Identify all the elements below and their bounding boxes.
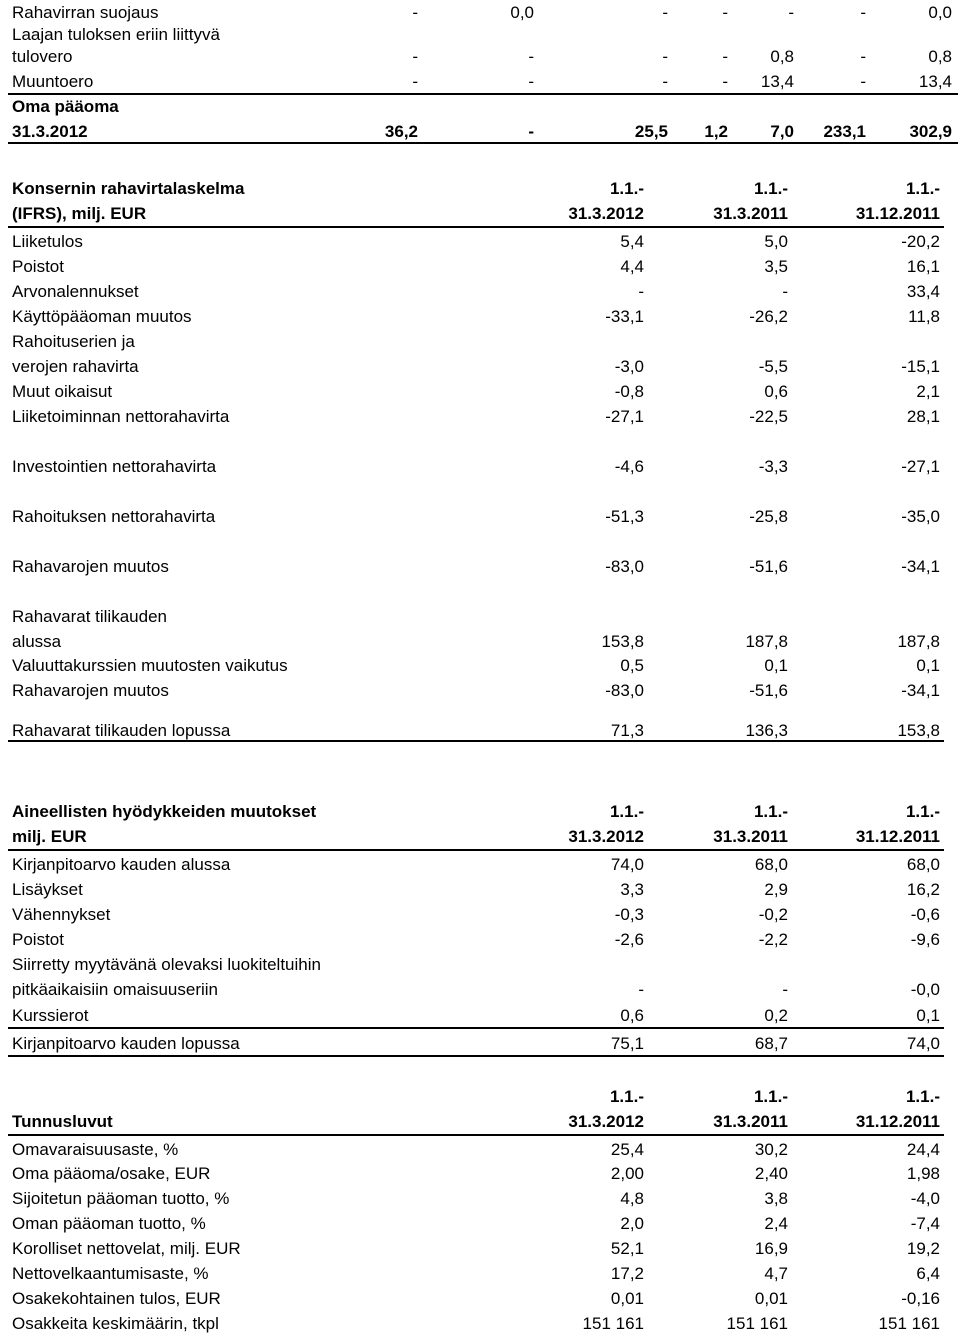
cell-value: 68,7 bbox=[754, 1034, 788, 1053]
column-header: 1.1.- bbox=[753, 1087, 788, 1106]
row-label: alussa bbox=[12, 632, 62, 651]
table-row bbox=[0, 1211, 960, 1236]
table-row bbox=[0, 1311, 960, 1336]
cell-value: 5,0 bbox=[764, 232, 788, 251]
row-label: Vähennykset bbox=[12, 905, 111, 924]
cell-value: 6,4 bbox=[916, 1264, 940, 1283]
section-header-row bbox=[0, 176, 960, 201]
cell-value: 233,1 bbox=[823, 122, 866, 141]
row-label: Nettovelkaantumisaste, % bbox=[12, 1264, 209, 1283]
cell-value: 71,3 bbox=[610, 721, 644, 740]
table-row bbox=[0, 404, 960, 429]
row-label: Oma pääoma/osake, EUR bbox=[12, 1164, 211, 1183]
column-header: 31.3.2012 bbox=[568, 827, 644, 846]
cell-value: - bbox=[662, 72, 668, 91]
row-label: Investointien nettorahavirta bbox=[12, 457, 217, 476]
cell-value: 151 161 bbox=[878, 1314, 940, 1333]
cell-value: -0,2 bbox=[758, 905, 788, 924]
cell-value: -27,1 bbox=[605, 407, 644, 426]
cell-value: -0,6 bbox=[910, 905, 940, 924]
equity-row bbox=[0, 94, 960, 119]
column-header: 1.1.- bbox=[753, 802, 788, 821]
cell-value: 187,8 bbox=[745, 632, 788, 651]
cell-value: -0,0 bbox=[910, 980, 940, 999]
table-divider bbox=[8, 93, 958, 95]
cell-value: 17,2 bbox=[610, 1264, 644, 1283]
cell-value: 0,6 bbox=[764, 382, 788, 401]
cell-value: 153,8 bbox=[601, 632, 644, 651]
column-header: 1.1.- bbox=[609, 802, 644, 821]
table-row bbox=[0, 927, 960, 952]
row-label: Käyttöpääoman muutos bbox=[12, 307, 192, 326]
section-title: milj. EUR bbox=[12, 827, 87, 846]
row-label: Rahoituksen nettorahavirta bbox=[12, 507, 216, 526]
row-label: Kirjanpitoarvo kauden lopussa bbox=[12, 1034, 240, 1053]
cell-value: 16,9 bbox=[754, 1239, 788, 1258]
cell-value: -83,0 bbox=[605, 557, 644, 576]
cell-value: 3,3 bbox=[620, 880, 644, 899]
column-header: 31.12.2011 bbox=[855, 1112, 940, 1131]
column-header: 1.1.- bbox=[905, 802, 940, 821]
cell-value: - bbox=[860, 72, 866, 91]
cell-value: 0,01 bbox=[754, 1289, 788, 1308]
row-label: Liiketulos bbox=[12, 232, 83, 251]
cell-value: - bbox=[662, 3, 668, 22]
column-header: 1.1.- bbox=[609, 179, 644, 198]
cell-value: - bbox=[722, 72, 728, 91]
cell-value: 25,5 bbox=[634, 122, 668, 141]
cell-value: 136,3 bbox=[745, 721, 788, 740]
cell-value: - bbox=[638, 282, 644, 301]
cell-value: 0,5 bbox=[620, 656, 644, 675]
cell-value: 11,8 bbox=[908, 307, 940, 326]
cell-value: 68,0 bbox=[754, 855, 788, 874]
equity-row bbox=[0, 119, 960, 144]
cell-value: 0,6 bbox=[620, 1006, 644, 1025]
table-row bbox=[0, 1186, 960, 1211]
section-header-row bbox=[0, 1084, 960, 1109]
cell-value: 151 161 bbox=[726, 1314, 788, 1333]
cell-value: -0,3 bbox=[614, 905, 644, 924]
table-row bbox=[0, 1261, 960, 1286]
cell-value: - bbox=[860, 47, 866, 66]
cell-value: 13,4 bbox=[918, 72, 952, 91]
row-label: Sijoitetun pääoman tuotto, % bbox=[12, 1189, 230, 1208]
row-label: Laajan tuloksen eriin liittyvä bbox=[12, 25, 220, 44]
cell-value: 0,8 bbox=[770, 47, 794, 66]
row-label: Kurssierot bbox=[12, 1006, 89, 1025]
table-row bbox=[0, 354, 960, 379]
cell-value: -25,8 bbox=[749, 507, 788, 526]
row-label: Lisäykset bbox=[12, 880, 83, 899]
cell-value: 2,9 bbox=[764, 880, 788, 899]
cell-value: - bbox=[782, 282, 788, 301]
table-row bbox=[0, 554, 960, 579]
row-label: Poistot bbox=[12, 257, 64, 276]
table-row bbox=[0, 902, 960, 927]
row-label: 31.3.2012 bbox=[12, 122, 88, 141]
row-label: tulovero bbox=[12, 47, 73, 66]
cell-value: 25,4 bbox=[610, 1140, 644, 1159]
table-divider bbox=[8, 1055, 944, 1057]
cell-value: - bbox=[528, 47, 534, 66]
cell-value: - bbox=[528, 122, 534, 141]
row-label: Muut oikaisut bbox=[12, 382, 113, 401]
cell-value: -3,0 bbox=[614, 357, 644, 376]
cell-value: -34,1 bbox=[901, 681, 940, 700]
cell-value: 0,0 bbox=[510, 3, 534, 22]
table-row bbox=[0, 304, 960, 329]
row-label: Siirretty myytävänä olevaksi luokiteltuihin bbox=[12, 955, 321, 974]
cell-value: 4,7 bbox=[764, 1264, 788, 1283]
cell-value: 3,8 bbox=[764, 1189, 788, 1208]
cell-value: 2,40 bbox=[754, 1164, 788, 1183]
cell-value: 0,8 bbox=[928, 47, 952, 66]
cell-value: 75,1 bbox=[610, 1034, 644, 1053]
table-row bbox=[0, 454, 960, 479]
table-row bbox=[0, 329, 960, 354]
cell-value: - bbox=[638, 980, 644, 999]
table-divider bbox=[8, 1027, 944, 1029]
column-header: 1.1.- bbox=[905, 1087, 940, 1106]
row-label: verojen rahavirta bbox=[12, 357, 139, 376]
cell-value: - bbox=[412, 72, 418, 91]
cell-value: 0,01 bbox=[610, 1289, 644, 1308]
cell-value: 13,4 bbox=[760, 72, 794, 91]
row-label: Rahavarojen muutos bbox=[12, 557, 169, 576]
cell-value: 0,2 bbox=[764, 1006, 788, 1025]
cell-value: -27,1 bbox=[901, 457, 940, 476]
row-label: Kirjanpitoarvo kauden alussa bbox=[12, 855, 231, 874]
equity-row bbox=[0, 69, 960, 94]
header-divider bbox=[8, 849, 944, 851]
cell-value: 151 161 bbox=[582, 1314, 644, 1333]
table-row bbox=[0, 977, 960, 1002]
section-header-row bbox=[0, 824, 960, 849]
cell-value: -4,0 bbox=[910, 1189, 940, 1208]
cell-value: - bbox=[788, 3, 794, 22]
table-row bbox=[0, 629, 960, 654]
cell-value: -7,4 bbox=[910, 1214, 940, 1233]
table-row bbox=[0, 379, 960, 404]
cell-value: 36,2 bbox=[384, 122, 418, 141]
table-divider bbox=[8, 740, 944, 742]
cell-value: - bbox=[528, 72, 534, 91]
cell-value: - bbox=[722, 3, 728, 22]
cell-value: 74,0 bbox=[906, 1034, 940, 1053]
cell-value: 28,1 bbox=[906, 407, 940, 426]
cell-value: - bbox=[412, 3, 418, 22]
cell-value: -0,16 bbox=[901, 1289, 940, 1308]
table-row bbox=[0, 1236, 960, 1261]
cell-value: -9,6 bbox=[910, 930, 940, 949]
cell-value: -83,0 bbox=[605, 681, 644, 700]
cell-value: 2,0 bbox=[620, 1214, 644, 1233]
cell-value: -3,3 bbox=[758, 457, 788, 476]
cell-value: 33,4 bbox=[906, 282, 940, 301]
table-row bbox=[0, 1286, 960, 1311]
row-label: Oma pääoma bbox=[12, 97, 119, 116]
row-label: Rahoituserien ja bbox=[12, 332, 135, 351]
cell-value: -33,1 bbox=[605, 307, 644, 326]
cell-value: -15,1 bbox=[901, 357, 940, 376]
cell-value: -4,6 bbox=[614, 457, 644, 476]
section-title: (IFRS), milj. EUR bbox=[12, 204, 147, 223]
table-row bbox=[0, 678, 960, 703]
table-row bbox=[0, 229, 960, 254]
cell-value: -2,2 bbox=[758, 930, 788, 949]
cell-value: - bbox=[412, 47, 418, 66]
cell-value: 2,1 bbox=[916, 382, 940, 401]
section-title: Tunnusluvut bbox=[12, 1112, 113, 1131]
cell-value: 0,1 bbox=[916, 1006, 940, 1025]
cell-value: -20,2 bbox=[901, 232, 940, 251]
column-header: 31.3.2012 bbox=[568, 204, 644, 223]
cell-value: 0,0 bbox=[928, 3, 952, 22]
row-label: Rahavarat tilikauden lopussa bbox=[12, 721, 231, 740]
cell-value: 19,2 bbox=[906, 1239, 940, 1258]
cell-value: 0,1 bbox=[764, 656, 788, 675]
section-header-row bbox=[0, 1109, 960, 1134]
table-row bbox=[0, 852, 960, 877]
row-label: Korolliset nettovelat, milj. EUR bbox=[12, 1239, 241, 1258]
cell-value: -51,3 bbox=[605, 507, 644, 526]
cell-value: 68,0 bbox=[906, 855, 940, 874]
table-row bbox=[0, 604, 960, 629]
cell-value: -34,1 bbox=[901, 557, 940, 576]
cell-value: 153,8 bbox=[897, 721, 940, 740]
header-divider bbox=[8, 1134, 944, 1136]
cell-value: - bbox=[662, 47, 668, 66]
column-header: 31.12.2011 bbox=[855, 827, 940, 846]
column-header: 1.1.- bbox=[609, 1087, 644, 1106]
cell-value: 4,4 bbox=[620, 257, 644, 276]
row-label: Rahavarojen muutos bbox=[12, 681, 169, 700]
cell-value: 7,0 bbox=[770, 122, 794, 141]
column-header: 1.1.- bbox=[753, 179, 788, 198]
row-label: Valuuttakurssien muutosten vaikutus bbox=[12, 656, 288, 675]
header-divider bbox=[8, 226, 944, 228]
cell-value: 187,8 bbox=[897, 632, 940, 651]
row-label: Osakekohtainen tulos, EUR bbox=[12, 1289, 221, 1308]
table-row bbox=[0, 1161, 960, 1186]
section-header-row bbox=[0, 799, 960, 824]
cell-value: - bbox=[860, 3, 866, 22]
table-row bbox=[0, 952, 960, 977]
table-row bbox=[0, 1003, 960, 1028]
column-header: 31.3.2011 bbox=[713, 827, 788, 846]
cell-value: 2,4 bbox=[764, 1214, 788, 1233]
cell-value: 1,98 bbox=[906, 1164, 940, 1183]
cell-value: 16,2 bbox=[906, 880, 940, 899]
cell-value: -2,6 bbox=[614, 930, 644, 949]
table-row bbox=[0, 279, 960, 304]
cell-value: -51,6 bbox=[749, 557, 788, 576]
column-header: 31.12.2011 bbox=[855, 204, 940, 223]
row-label: Rahavirran suojaus bbox=[12, 3, 159, 22]
cell-value: 302,9 bbox=[909, 122, 952, 141]
row-label: Rahavarat tilikauden bbox=[12, 607, 167, 626]
cell-value: 2,00 bbox=[610, 1164, 644, 1183]
cell-value: - bbox=[722, 47, 728, 66]
cell-value: -5,5 bbox=[758, 357, 788, 376]
table-row bbox=[0, 1137, 960, 1162]
cell-value: -0,8 bbox=[614, 382, 644, 401]
table-row bbox=[0, 877, 960, 902]
cell-value: 52,1 bbox=[610, 1239, 644, 1258]
row-label: Muuntoero bbox=[12, 72, 94, 91]
cell-value: 74,0 bbox=[610, 855, 644, 874]
cell-value: 1,2 bbox=[704, 122, 728, 141]
section-title: Aineellisten hyödykkeiden muutokset bbox=[12, 802, 317, 821]
table-row bbox=[0, 504, 960, 529]
cell-value: -51,6 bbox=[749, 681, 788, 700]
row-label: pitkäaikaisiin omaisuuseriin bbox=[12, 980, 218, 999]
section-header-row bbox=[0, 201, 960, 226]
cell-value: - bbox=[782, 980, 788, 999]
cell-value: 5,4 bbox=[620, 232, 644, 251]
table-divider bbox=[8, 142, 958, 144]
cell-value: 0,1 bbox=[916, 656, 940, 675]
table-row bbox=[0, 254, 960, 279]
row-label: Arvonalennukset bbox=[12, 282, 139, 301]
column-header: 31.3.2011 bbox=[713, 1112, 788, 1131]
equity-row bbox=[0, 44, 960, 69]
column-header: 31.3.2012 bbox=[568, 1112, 644, 1131]
section-title: Konsernin rahavirtalaskelma bbox=[12, 179, 245, 198]
column-header: 1.1.- bbox=[905, 179, 940, 198]
table-row bbox=[0, 653, 960, 678]
cell-value: 24,4 bbox=[906, 1140, 940, 1159]
row-label: Oman pääoman tuotto, % bbox=[12, 1214, 206, 1233]
cell-value: -26,2 bbox=[749, 307, 788, 326]
cell-value: -22,5 bbox=[749, 407, 788, 426]
row-label: Osakkeita keskimäärin, tkpl bbox=[12, 1314, 219, 1333]
row-label: Omavaraisuusaste, % bbox=[12, 1140, 179, 1159]
cell-value: 3,5 bbox=[764, 257, 788, 276]
row-label: Poistot bbox=[12, 930, 64, 949]
cell-value: 30,2 bbox=[754, 1140, 788, 1159]
column-header: 31.3.2011 bbox=[713, 204, 788, 223]
cell-value: 16,1 bbox=[906, 257, 940, 276]
cell-value: 4,8 bbox=[620, 1189, 644, 1208]
cell-value: -35,0 bbox=[901, 507, 940, 526]
row-label: Liiketoiminnan nettorahavirta bbox=[12, 407, 230, 426]
table-row bbox=[0, 1031, 960, 1056]
